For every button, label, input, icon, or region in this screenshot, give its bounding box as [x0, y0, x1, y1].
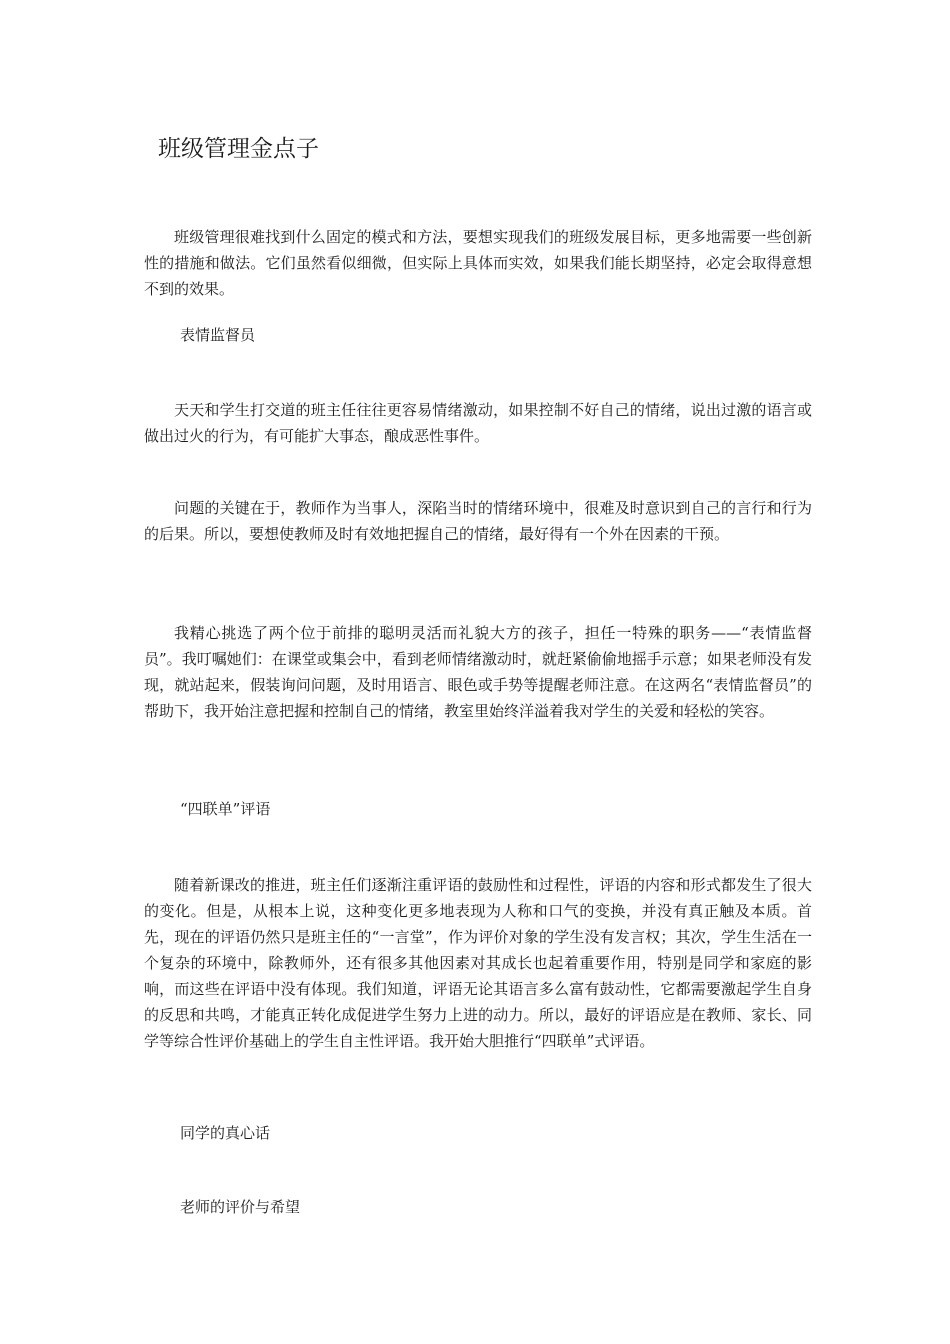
- section1-paragraph-3: 我精心挑选了两个位于前排的聪明灵活而礼貌大方的孩子，担任一特殊的职务——“表情监督员”。我叮嘱她们：在课堂或集会中，看到老师情绪激动时，就赶紧偷偷地摇手示意；如果老师没有发现，就站起来，假装询问问题，及时用语言、眼色或手势等提醒老师注意。在这两名“表情监督员”的帮助下，我开始注意把握和控制自己的情绪，教室里始终洋溢着我对学生的关爱和轻松的笑容。: [144, 624, 812, 720]
- section2-paragraph-1: 随着新课改的推进，班主任们逐渐注重评语的鼓励性和过程性，评语的内容和形式都发生了很大的变化。但是，从根本上说，这种变化更多地表现为人称和口气的变换，并没有真正触及本质。首先，现在的评语仍然只是班主任的“一言堂”，作为评价对象的学生没有发言权；其次，学生生活在一个复杂的环境中，除教师外，还有很多其他因素对其成长也起着重要作用，特别是同学和家庭的影响，而这些在评语中没有体现。我们知道，评语无论其语言多么富有鼓动性，它都需要激起学生自身的反思和共鸣，才能真正转化成促进学生努力上进的动力。所以，最好的评语应是在教师、家长、同学等综合性评价基础上的学生自主性评语。我开始大胆推行“四联单”式评语。: [144, 876, 812, 1050]
- subheading-classmates-words: 同学的真心话: [180, 1124, 271, 1142]
- document-title: 班级管理金点子: [158, 136, 319, 162]
- section1-paragraph-2: 问题的关键在于，教师作为当事人，深陷当时的情绪环境中，很难及时意识到自己的言行和行为的后果。所以，要想使教师及时有效地把握自己的情绪，最好得有一个外在因素的干预。: [144, 499, 812, 543]
- section-heading-four-part-comment: “四联单”评语: [180, 800, 271, 818]
- intro-paragraph: 班级管理很难找到什么固定的模式和方法，要想实现我们的班级发展目标，更多地需要一些创新性的措施和做法。它们虽然看似细微，但实际上具体而实效，如果我们能长期坚持，必定会取得意想不到的效果。: [144, 228, 812, 298]
- subheading-teacher-evaluation: 老师的评价与希望: [180, 1198, 301, 1216]
- section-heading-expression-monitor: 表情监督员: [180, 326, 256, 344]
- section1-paragraph-1: 天天和学生打交道的班主任往往更容易情绪激动，如果控制不好自己的情绪，说出过激的语言或做出过火的行为，有可能扩大事态，酿成恶性事件。: [144, 401, 812, 445]
